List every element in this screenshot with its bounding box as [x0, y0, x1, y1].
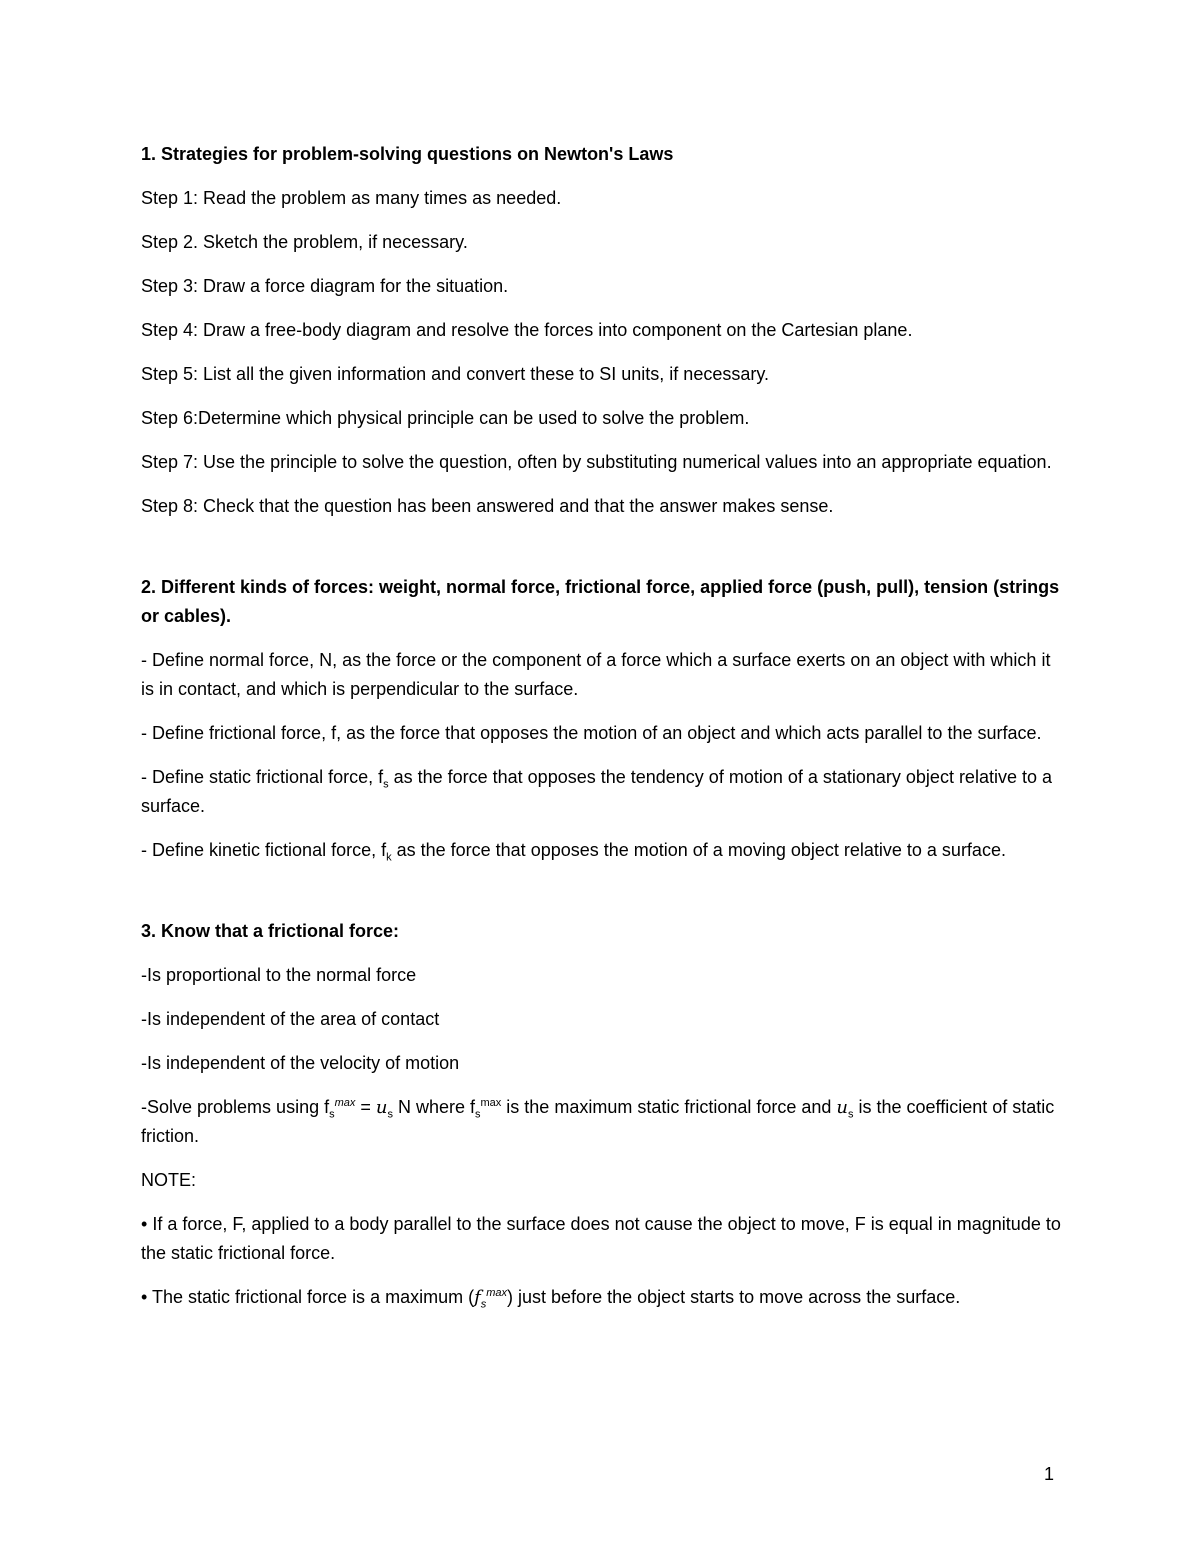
bullet-text: ) just before the object starts to move across the surface.: [507, 1287, 961, 1307]
formula-sub: s: [475, 1108, 481, 1121]
static-def-end: as the force that opposes the tendency of motion of a stationary object relative to a surface.: [141, 767, 1052, 816]
step-5: Step 5: List all the given information and convert these to SI units, if necessary.: [141, 364, 770, 384]
definition-kinetic-friction: [141, 836, 1061, 865]
bullet-text: If a force, F, applied to a body parallel to the surface does not cause the object to move, F is equal in magnitude to the static frictional force.: [141, 1214, 1061, 1263]
friction-property-2: -Is independent of the area of contact: [141, 1009, 440, 1029]
static-def-start: - Define static frictional force, f: [141, 767, 384, 787]
kinetic-def-start: - Define kinetic fictional force, f: [141, 840, 387, 860]
friction-property-1: -Is proportional to the normal force: [141, 965, 417, 985]
formula-text: is the maximum static frictional force and: [501, 1097, 837, 1117]
solve-problems-formula: [141, 1093, 1061, 1151]
kinetic-def-end: as the force that opposes the motion of a moving object relative to a surface.: [391, 840, 1006, 860]
bullet-icon: •: [141, 1287, 148, 1307]
note-bullet-2: [141, 1283, 1061, 1312]
bullet-icon: •: [141, 1214, 148, 1234]
page-content: [141, 140, 1061, 1327]
formula-sub: s: [848, 1108, 854, 1121]
step-4: Step 4: Draw a free-body diagram and resolve the forces into component on the Cartesian plane.: [141, 320, 913, 340]
formula-text: =: [355, 1097, 376, 1117]
mu-symbol: u: [836, 1097, 849, 1118]
definition-frictional-force: - Define frictional force, f, as the force that opposes the motion of an object and which acts parallel to the surface.: [141, 723, 1042, 743]
formula-sup: max: [334, 1097, 356, 1109]
static-subscript: s: [383, 778, 389, 791]
formula-text: -Solve problems using f: [141, 1097, 330, 1117]
page-number: 1: [1044, 1464, 1055, 1484]
section-3-heading: 3. Know that a frictional force:: [141, 921, 400, 941]
note-label: NOTE:: [141, 1170, 197, 1190]
step-7: Step 7: Use the principle to solve the question, often by substituting numerical values into an appropriate equation.: [141, 452, 1052, 472]
bullet-sup: max: [486, 1287, 508, 1299]
mu-symbol: u: [375, 1097, 388, 1118]
section-gap: [141, 536, 1061, 573]
friction-property-3: -Is independent of the velocity of motion: [141, 1053, 460, 1073]
kinetic-subscript: k: [386, 851, 392, 864]
f-symbol: f: [474, 1287, 481, 1308]
step-1: Step 1: Read the problem as many times as needed.: [141, 188, 562, 208]
formula-text: is the coefficient of static friction.: [141, 1097, 1055, 1146]
section-1-heading: 1. Strategies for problem-solving questions on Newton's Laws: [141, 144, 674, 164]
bullet-text: The static frictional force is a maximum (: [147, 1287, 475, 1307]
step-6: Step 6:Determine which physical principle can be used to solve the problem.: [141, 408, 750, 428]
definition-static-friction: [141, 763, 1061, 821]
bullet-sub: s: [480, 1298, 487, 1311]
step-3: Step 3: Draw a force diagram for the situation.: [141, 276, 509, 296]
step-8: Step 8: Check that the question has been answered and that the answer makes sense.: [141, 496, 834, 516]
note-bullet-1: [141, 1210, 1061, 1268]
step-2: Step 2. Sketch the problem, if necessary.: [141, 232, 468, 252]
formula-sub: s: [329, 1108, 335, 1121]
section-gap: [141, 880, 1061, 917]
section-2-heading: 2. Different kinds of forces: weight, normal force, frictional force, applied force (push, pull), tension (strings or cables).: [141, 577, 1060, 626]
definition-normal-force: - Define normal force, N, as the force or the component of a force which a surface exerts on an object with which it is in contact, and which is perpendicular to the surface.: [141, 650, 1051, 699]
formula-sub: s: [387, 1108, 393, 1121]
formula-sup: max: [480, 1097, 502, 1109]
formula-text: N where f: [392, 1097, 476, 1117]
